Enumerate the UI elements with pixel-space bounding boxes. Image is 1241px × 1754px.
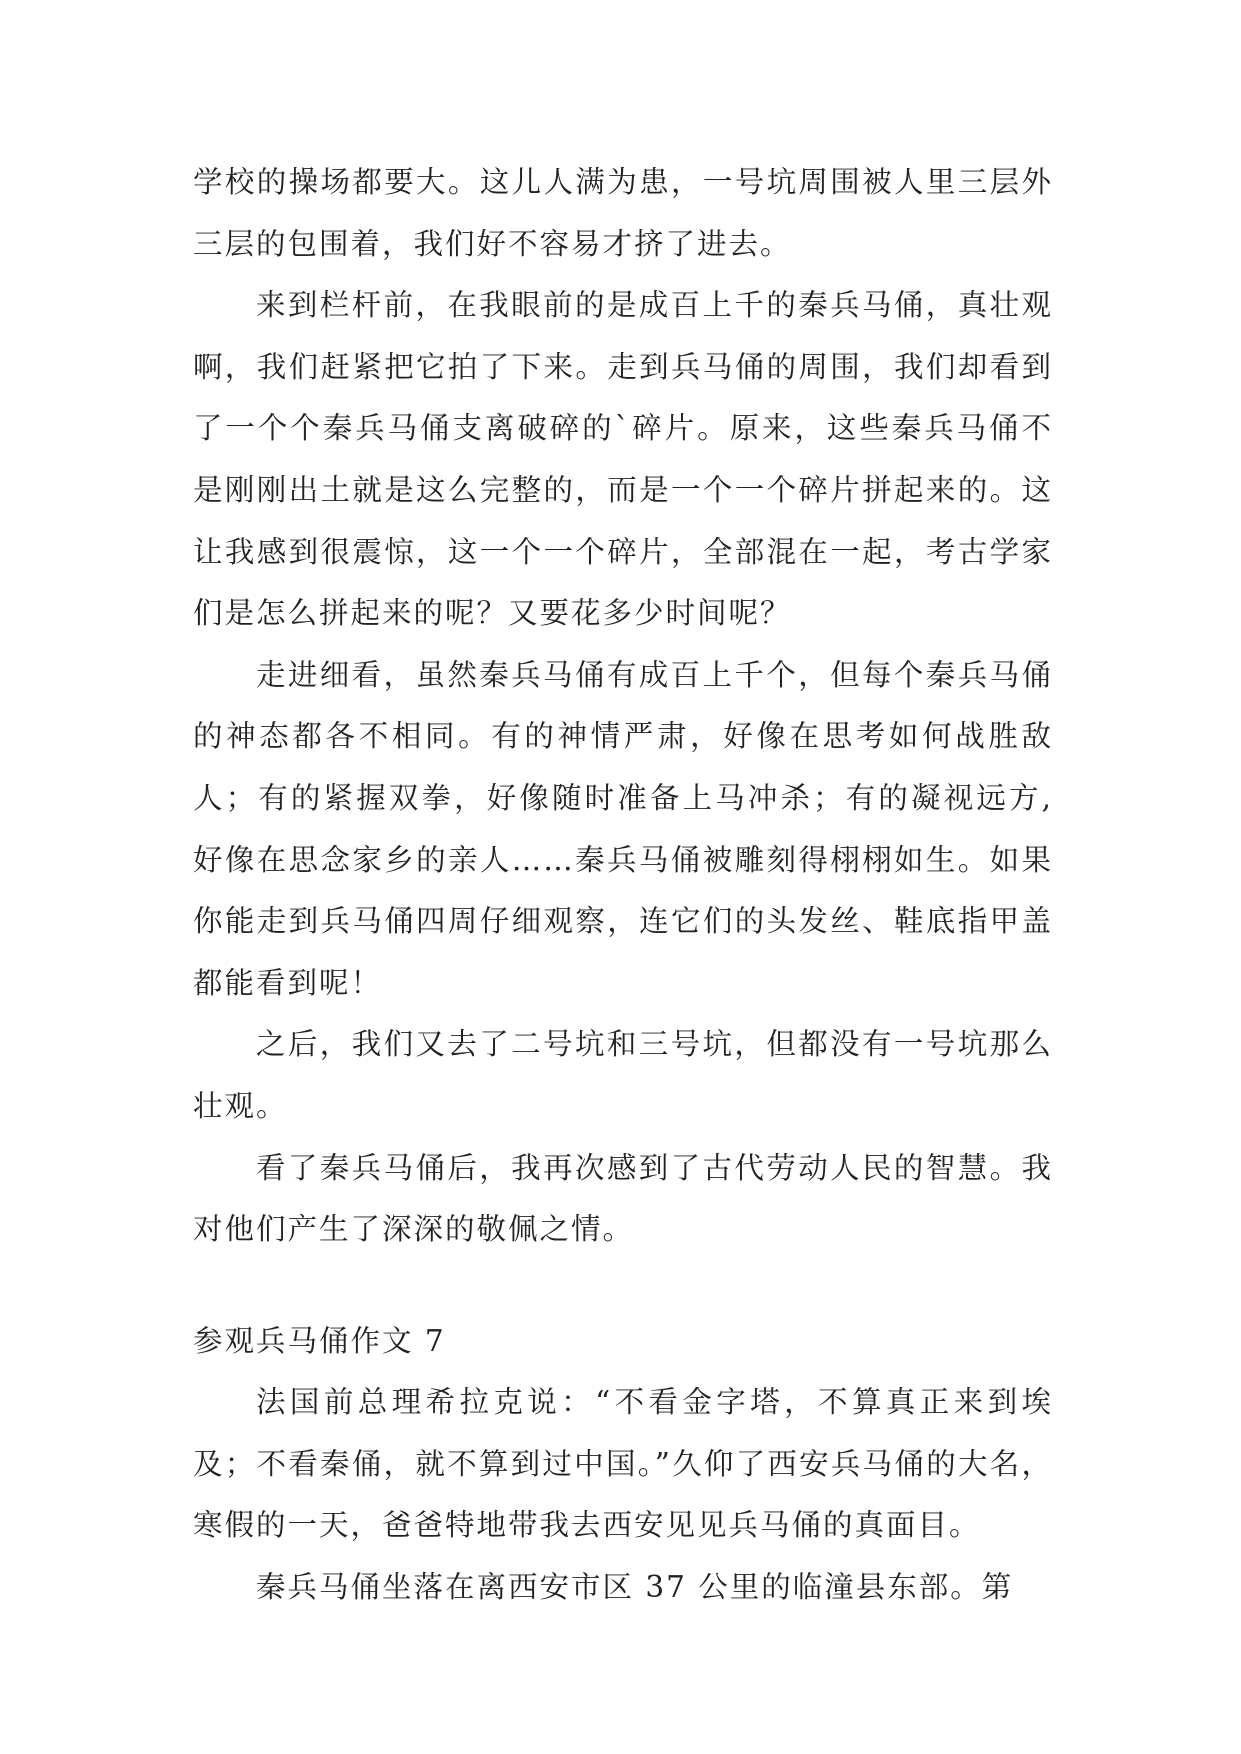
paragraph: 秦兵马俑坐落在离西安市区 37 公里的临潼县东部。第	[256, 1570, 1014, 1605]
paragraph: 看了秦兵马俑后，我再次感到了古代劳动人民的智慧。我对他们产生了深深的敬佩之情。	[193, 1150, 1053, 1247]
paragraph: 之后，我们又去了二号坑和三号坑，但都没有一号坑那么壮观。	[193, 1027, 1053, 1123]
paragraph: 法国前总理希拉克说：“不看金字塔，不算真正来到埃及；不看秦俑，就不算到过中国。”久仰了西安兵马俑的大名，寒假的一天，爸爸特地带我去西安见见兵马俑的真面目。	[193, 1385, 1053, 1543]
section-title: 参观兵马俑作文 7	[193, 1323, 446, 1358]
paragraph: 走进细看，虽然秦兵马俑有成百上千个，但每个秦兵马俑的神态都各不相同。有的神情严肃，好像在思考如何战胜敌人；有的紧握双拳，好像随时准备上马冲杀；有的凝视远方,好像在思念家乡的亲人……秦兵马俑被雕刻得栩栩如生。如果你能走到兵马俑四周仔细观察，连它们的头发丝、鞋底指甲盖都能看到呢！	[193, 657, 1053, 1000]
paragraph: 学校的操场都要大。这儿人满为患，一号坑周围被人里三层外三层的包围着，我们好不容易才挤了进去。	[193, 165, 1053, 261]
section-spacer	[193, 1261, 1053, 1311]
paragraph: 来到栏杆前，在我眼前的是成百上千的秦兵马俑，真壮观啊，我们赶紧把它拍了下来。走到兵马俑的周围，我们却看到了一个个秦兵马俑支离破碎的`碎片。原来，这些秦兵马俑不是刚刚出土就是这么完整的，而是一个一个碎片拼起来的。这让我感到很震惊，这一个一个碎片，全部混在一起，考古学家们是怎么拼起来的呢？又要花多少时间呢？	[193, 288, 1053, 631]
document-body	[193, 152, 1053, 1619]
